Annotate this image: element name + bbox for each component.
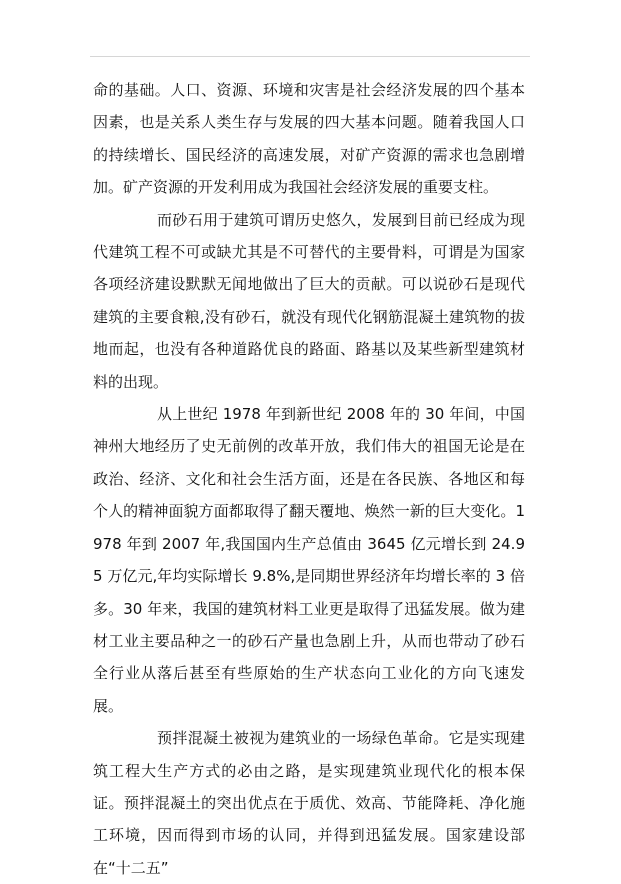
document-body bbox=[93, 74, 525, 884]
paragraph-3: 从上世纪 1978 年到新世纪 2008 年的 30 年间，中国神州大地经历了史无前例的改革开放，我们伟大的祖国无论是在政治、经济、文化和社会生活方面，还是在各民族、各地区和每个人的精神面貌方面都取得了翻天覆地、焕然一新的巨大变化。1978 年到 2007 年,我国国内生产总值由 3645 亿元增长到 24.95 万亿元,年均实际增长 9.8%,是同期世界经济年均增长率的 3 倍多。30 年来，我国的建筑材料工业更是取得了迅猛发展。做为建材工业主要品种之一的砂石产量也急剧上升，从而也带动了砂石全行业从落后甚至有些原始的生产状态向工业化的方向飞速发展。 bbox=[93, 405, 525, 715]
paragraph-4: 预拌混凝土被视为建筑业的一场绿色革命。它是实现建筑工程大生产方式的必由之路，是实现建筑业现代化的根本保证。预拌混凝土的突出优点在于质优、效高、节能降耗、净化施工环境，因而得到市场的认同，并得到迅猛发展。国家建设部在“十二五” bbox=[93, 729, 525, 877]
paragraph-2: 而砂石用于建筑可谓历史悠久，发展到目前已经成为现代建筑工程不可或缺尤其是不可替代的主要骨料，可谓是为国家各项经济建设默默无闻地做出了巨大的贡献。可以说砂石是现代建筑的主要食粮,没有砂石，就没有现代化钢筋混凝土建筑物的拔地而起，也没有各种道路优良的路面、路基以及某些新型建筑材料的出现。 bbox=[93, 210, 525, 391]
page-header-rule bbox=[90, 56, 530, 57]
paragraph-1: 命的基础。人口、资源、环境和灾害是社会经济发展的四个基本因素，也是关系人类生存与发展的四大基本问题。随着我国人口的持续增长、国民经济的高速发展，对矿产资源的需求也急剧增加。矿产资源的开发利用成为我国社会经济发展的重要支柱。 bbox=[93, 81, 525, 197]
